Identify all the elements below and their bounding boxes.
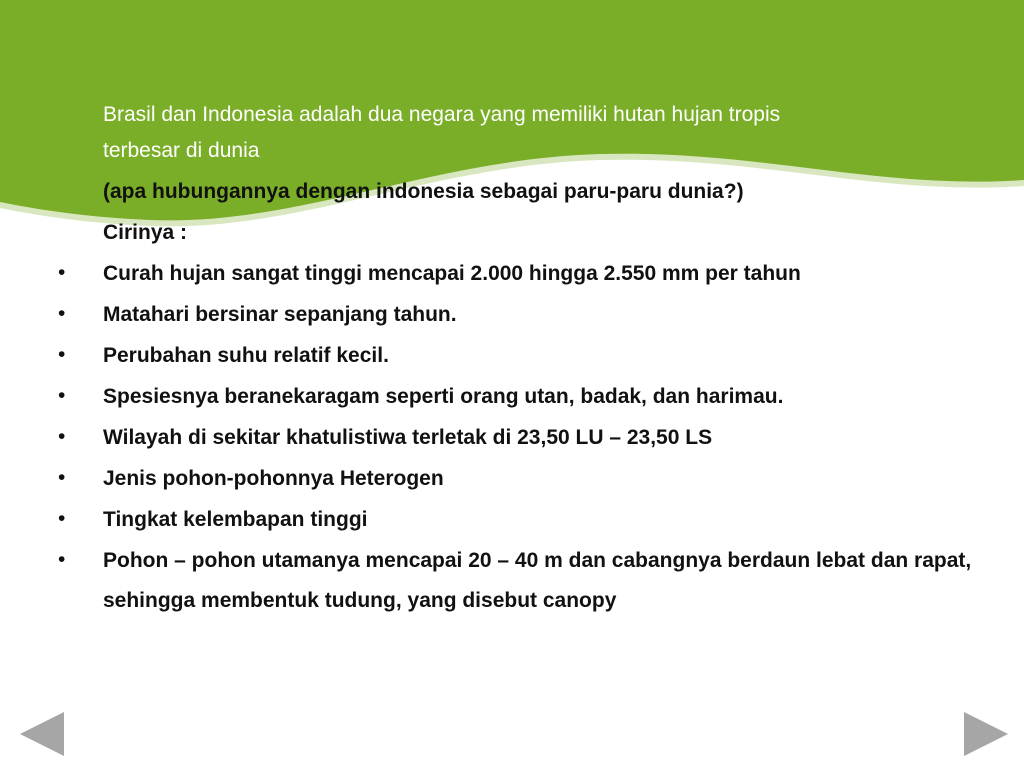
bullet-text: Jenis pohon-pohonnya Heterogen — [103, 467, 444, 490]
bullet-dot-icon: • — [58, 425, 66, 448]
bullet-text: Matahari bersinar sepanjang tahun. — [103, 303, 457, 326]
bullet-text: Wilayah di sekitar khatulistiwa terletak di 23,50 LU – 23,50 LS — [103, 426, 713, 449]
bullet-text: Pohon – pohon utamanya mencapai 20 – 40 m dan cabangnya berdaun lebat dan rapat, sehingga membentuk tudung, yang disebut canopy — [103, 549, 972, 612]
triangle-left-icon — [20, 712, 66, 756]
triangle-right-icon — [962, 712, 1008, 756]
next-slide-button[interactable] — [962, 712, 1008, 756]
bullet-dot-icon: • — [58, 466, 66, 489]
characteristics-label: Cirinya : — [103, 221, 188, 244]
bullet-text: Perubahan suhu relatif kecil. — [103, 344, 389, 367]
bullet-text: Curah hujan sangat tinggi mencapai 2.000 hingga 2.550 mm per tahun — [103, 262, 801, 285]
bullet-dot-icon: • — [58, 548, 66, 571]
bullet-text: Tingkat kelembapan tinggi — [103, 508, 368, 531]
previous-slide-button[interactable] — [20, 712, 66, 756]
bullet-dot-icon: • — [58, 384, 66, 407]
bullet-dot-icon: • — [58, 507, 66, 530]
bullet-dot-icon: • — [58, 261, 66, 284]
bullet-dot-icon: • — [58, 343, 66, 366]
intro-line-1: Brasil dan Indonesia adalah dua negara yang memiliki hutan hujan tropis — [103, 103, 781, 126]
question-text: (apa hubungannya dengan indonesia sebagai paru-paru dunia?) — [103, 180, 744, 203]
bullet-dot-icon: • — [58, 302, 66, 325]
bullet-text: Spesiesnya beranekaragam seperti orang utan, badak, dan harimau. — [103, 385, 784, 408]
intro-line-2: terbesar di dunia — [103, 139, 260, 162]
